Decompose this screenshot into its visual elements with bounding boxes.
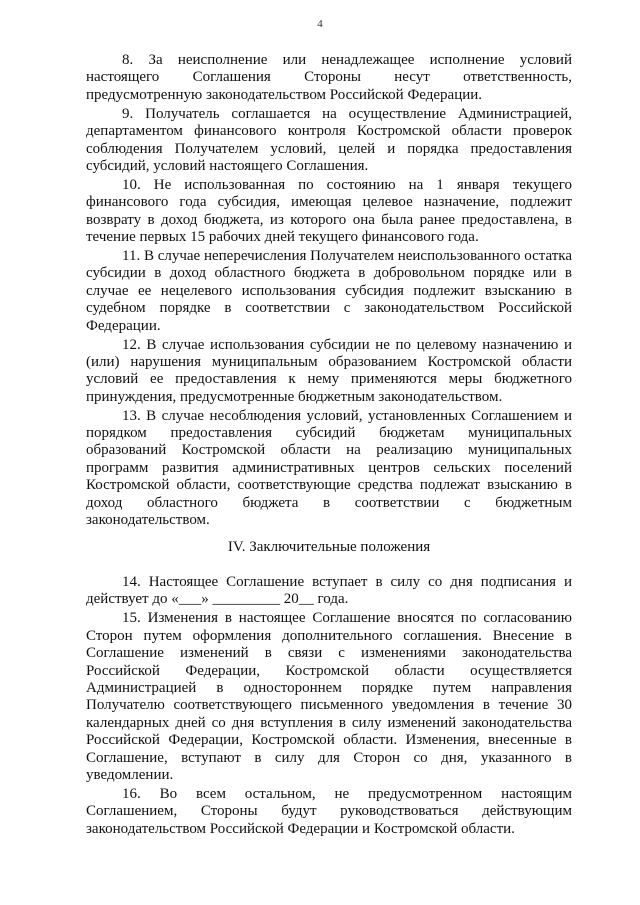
clause-12: 12. В случае использования субсидии не по целевому назначению и (или) нарушения муниципальным образованием Костромской области условий ее предоставления к нему применяются меры бюджетного принуждения, предусмотренные бюджетным законодательством.: [86, 336, 572, 405]
clause-8: 8. За неисполнение или ненадлежащее исполнение условий настоящего Соглашения Стороны несут ответственность, предусмотренную законодательством Российской Федерации.: [86, 52, 572, 103]
clauses-section-iii: [86, 52, 572, 529]
page-number: 4: [317, 18, 323, 30]
clause-13: 13. В случае несоблюдения условий, установленных Соглашением и порядком предоставления субсидий бюджетам муниципальных образований Костромской области на реализацию муниципальных программ развития административных центров сельских поселений Костромской области, соответствующие средства подлежат взысканию в доход областного бюджета в соответствии с бюджетным законодательством.: [86, 407, 572, 529]
clause-9: 9. Получатель соглашается на осуществление Администрацией, департаментом финансового контроля Костромской области проверок соблюдения Получателем условий, целей и порядка предоставления субсидий, условий настоящего Соглашения.: [86, 105, 572, 174]
clause-10: 10. Не использованная по состоянию на 1 января текущего финансового года субсидия, имеющая целевое назначение, подлежит возврату в доход бюджета, из которого она была ранее предоставлена, в течение первых 15 рабочих дней текущего финансового года.: [86, 176, 572, 246]
clause-16: 16. Во всем остальном, не предусмотренном настоящим Соглашением, Стороны будут руководствоваться действующим законодательством Российской Федерации и Костромской области.: [86, 785, 572, 837]
section-heading: IV. Заключительные положения: [227, 539, 431, 555]
clause-11: 11. В случае неперечисления Получателем неиспользованного остатка субсидии в доход областного бюджета в добровольном порядке или в случае ее нецелевого использования субсидия подлежит взысканию в судебном порядке в соответствии с законодательством Российской Федерации.: [86, 247, 573, 334]
clause-15: 15. Изменения в настоящее Соглашение вносятся по согласованию Сторон путем оформления дополнительного соглашения. Внесение в Соглашение изменений в связи с изменениями законодательства Российской Федерации, Костромской области осуществляется Администрацией в одностороннем порядке путем направления Получателю соответствующего письменного уведомления в течение 30 календарных дней со дня вступления в силу изменений законодательства Российской Федерации, Костромской области. Изменения, внесенные в Соглашение, вступают в силу для Сторон со дня, указанного в уведомлении.: [86, 610, 572, 783]
clauses-section-iv: [86, 574, 572, 838]
clause-14: 14. Настоящее Соглашение вступает в силу со дня подписания и действует до «___» _________ 20__ года.: [86, 574, 572, 608]
